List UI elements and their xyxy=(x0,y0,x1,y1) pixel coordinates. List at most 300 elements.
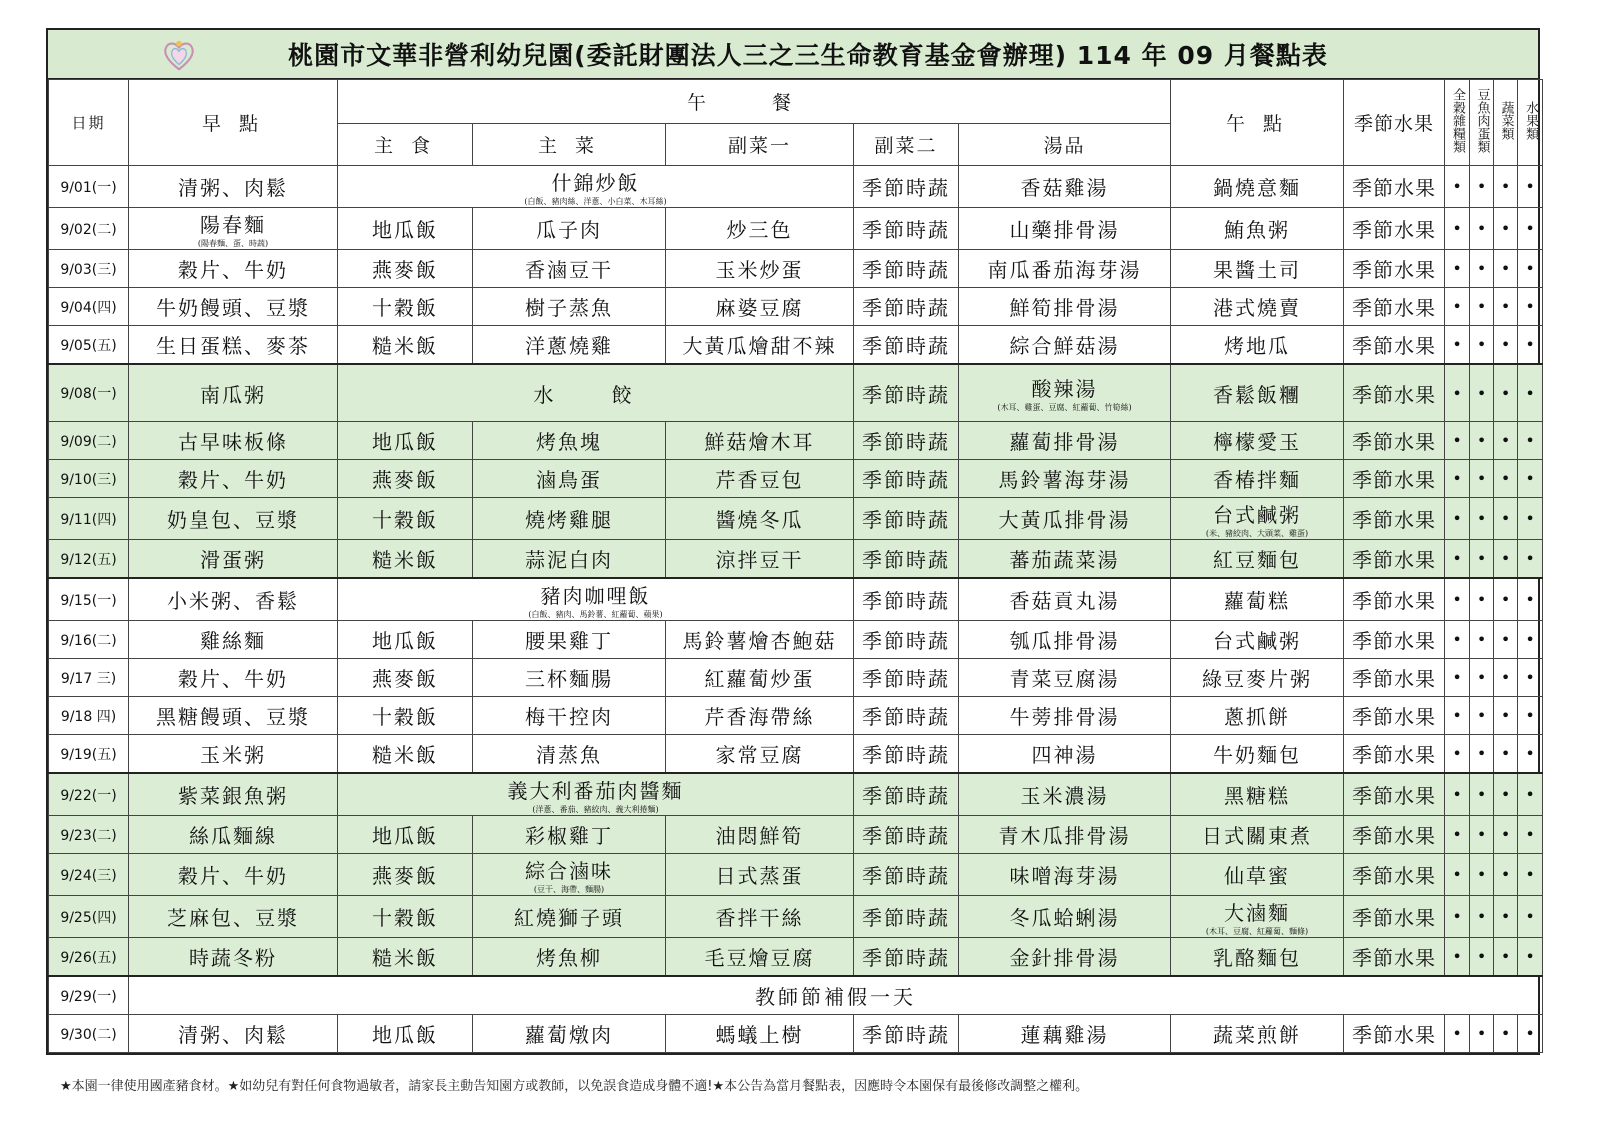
main-dish-cell xyxy=(473,854,666,896)
side-dish1-cell-text: 家常豆腐 xyxy=(715,743,804,767)
snack-cell xyxy=(1171,773,1344,816)
header-veg-label: 蔬菜類 xyxy=(1498,101,1514,140)
food-group-grains-dot: • xyxy=(1445,854,1470,896)
staple-cell-text: 地瓜飯 xyxy=(372,824,438,848)
soup-cell-text: 瓠瓜排骨湯 xyxy=(1009,629,1120,653)
date-cell xyxy=(49,364,129,422)
side-dish2-cell-text: 季節時蔬 xyxy=(862,176,950,200)
header-fruit: 季節水果 xyxy=(1344,80,1445,166)
main-dish-cell-text: 香滷豆干 xyxy=(525,258,613,282)
fruit-cell xyxy=(1344,326,1445,365)
header-grains xyxy=(1445,80,1470,166)
breakfast-cell xyxy=(129,896,338,938)
food-group-protein-dot: • xyxy=(1470,816,1494,854)
side-dish2-cell-text: 季節時蔬 xyxy=(862,743,950,767)
header-protein-label: 豆魚肉蛋類 xyxy=(1474,88,1490,153)
side-dish1-cell-text: 麻婆豆腐 xyxy=(715,296,804,320)
header-fruits-cat-label: 水果類 xyxy=(1523,101,1539,140)
soup-cell-text: 冬瓜蛤蜊湯 xyxy=(1009,906,1120,930)
soup-cell xyxy=(959,735,1171,774)
soup-cell-text: 蕃茄蔬菜湯 xyxy=(1009,548,1120,572)
snack-cell-text: 綠豆麥片粥 xyxy=(1202,667,1313,691)
combined-lunch-cell-text: 什錦炒飯 xyxy=(551,170,640,195)
side-dish2-cell xyxy=(854,288,959,326)
breakfast-cell-text: 小米粥、香鬆 xyxy=(167,589,299,613)
food-group-protein-dot: • xyxy=(1470,938,1494,977)
date-cell xyxy=(49,659,129,697)
food-group-protein-dot: • xyxy=(1470,659,1494,697)
side-dish2-cell xyxy=(854,659,959,697)
snack-cell-text: 牛奶麵包 xyxy=(1213,743,1302,767)
side-dish2-cell-text: 季節時蔬 xyxy=(862,382,950,407)
staple-cell xyxy=(338,816,473,854)
combined-lunch-cell xyxy=(338,773,854,816)
main-dish-cell-text: 梅干控肉 xyxy=(525,705,613,729)
main-dish-cell-text: 烤魚塊 xyxy=(536,430,602,454)
side-dish1-cell xyxy=(666,816,854,854)
snack-cell xyxy=(1171,498,1344,540)
snack-cell-text: 黑糖糕 xyxy=(1224,784,1291,808)
food-group-grains-dot: • xyxy=(1445,250,1470,288)
staple-cell-text: 地瓜飯 xyxy=(372,629,438,653)
table-row xyxy=(49,773,1543,816)
food-group-protein-dot: • xyxy=(1470,854,1494,896)
side-dish1-cell-text: 涼拌豆干 xyxy=(715,548,804,572)
snack-cell-ingredients: (米、豬絞肉、大頭菜、雞蛋) xyxy=(1205,528,1309,538)
date-cell xyxy=(49,896,129,938)
staple-cell-text: 地瓜飯 xyxy=(372,1023,438,1047)
table-row xyxy=(49,498,1543,540)
side-dish1-cell-text: 螞蟻上樹 xyxy=(715,1023,804,1047)
soup-cell-ingredients: (木耳、雞蛋、豆腐、紅蘿蔔、竹筍絲) xyxy=(997,403,1132,412)
soup-cell xyxy=(959,540,1171,579)
fruit-cell-text: 季節水果 xyxy=(1352,548,1437,572)
food-group-fruits-dot: • xyxy=(1518,250,1543,288)
breakfast-cell-ingredients: (陽春麵、蛋、時蔬) xyxy=(197,238,269,248)
food-group-fruits-dot: • xyxy=(1518,578,1543,621)
date-cell-text: 9/16(二) xyxy=(60,632,117,649)
staple-cell xyxy=(338,208,473,250)
staple-cell-text: 燕麥飯 xyxy=(372,667,438,691)
main-dish-cell xyxy=(473,498,666,540)
staple-cell xyxy=(338,540,473,579)
side-dish1-cell-text: 芹香豆包 xyxy=(715,468,804,492)
food-group-fruits-dot: • xyxy=(1518,422,1543,460)
side-dish1-cell xyxy=(666,854,854,896)
date-cell xyxy=(49,938,129,977)
date-cell xyxy=(49,540,129,579)
side-dish1-cell xyxy=(666,250,854,288)
breakfast-cell-text: 南瓜粥 xyxy=(200,382,266,407)
snack-cell-text: 日式關東煮 xyxy=(1202,824,1313,848)
side-dish2-cell-text: 季節時蔬 xyxy=(862,258,950,282)
snack-cell-text: 港式燒賣 xyxy=(1213,296,1302,320)
header-date: 日期 xyxy=(49,80,129,166)
staple-cell-text: 十穀飯 xyxy=(372,906,438,930)
date-cell-text: 9/19(五) xyxy=(60,746,117,763)
staple-cell-text: 地瓜飯 xyxy=(372,430,438,454)
date-cell-text: 9/10(三) xyxy=(60,471,117,488)
side-dish2-cell-text: 季節時蔬 xyxy=(862,946,950,970)
menu-sheet xyxy=(46,28,1540,1055)
food-group-grains-dot: • xyxy=(1445,659,1470,697)
snack-cell xyxy=(1171,540,1344,579)
side-dish2-cell xyxy=(854,166,959,208)
main-dish-cell-text: 燒烤雞腿 xyxy=(525,508,613,532)
food-group-veg-dot: • xyxy=(1494,166,1518,208)
fruit-cell xyxy=(1344,578,1445,621)
staple-cell-text: 燕麥飯 xyxy=(372,258,438,282)
soup-cell xyxy=(959,1015,1171,1053)
soup-cell-text: 玉米濃湯 xyxy=(1020,784,1109,808)
date-cell-text: 9/01(一) xyxy=(60,179,117,196)
fruit-cell xyxy=(1344,896,1445,938)
side-dish2-cell-text: 季節時蔬 xyxy=(862,218,950,242)
breakfast-cell xyxy=(129,422,338,460)
soup-cell xyxy=(959,621,1171,659)
table-row xyxy=(49,735,1543,774)
snack-cell-text: 台式鹹粥 xyxy=(1213,629,1302,653)
side-dish1-cell-text: 大黃瓜燴甜不辣 xyxy=(682,334,837,358)
food-group-grains-dot: • xyxy=(1445,735,1470,774)
food-group-fruits-dot: • xyxy=(1518,735,1543,774)
date-cell-text: 9/29(一) xyxy=(60,988,117,1005)
food-group-protein-dot: • xyxy=(1470,735,1494,774)
staple-cell xyxy=(338,621,473,659)
table-row xyxy=(49,208,1543,250)
breakfast-cell-text: 紫菜銀魚粥 xyxy=(178,784,288,808)
snack-cell-text: 蔥抓餅 xyxy=(1224,705,1291,729)
table-row xyxy=(49,896,1543,938)
table-row xyxy=(49,621,1543,659)
header-veg xyxy=(1494,80,1518,166)
main-dish-cell xyxy=(473,1015,666,1053)
date-cell xyxy=(49,250,129,288)
soup-cell-text: 香菇貢丸湯 xyxy=(1009,589,1120,613)
food-group-fruits-dot: • xyxy=(1518,621,1543,659)
fruit-cell-text: 季節水果 xyxy=(1352,176,1437,200)
food-group-fruits-dot: • xyxy=(1518,166,1543,208)
snack-cell xyxy=(1171,326,1344,365)
meal-table xyxy=(48,79,1543,1053)
side-dish2-cell-text: 季節時蔬 xyxy=(862,430,950,454)
breakfast-cell xyxy=(129,208,338,250)
soup-cell xyxy=(959,288,1171,326)
fruit-cell-text: 季節水果 xyxy=(1352,430,1437,454)
side-dish2-cell xyxy=(854,896,959,938)
date-cell-text: 9/25(四) xyxy=(60,909,117,926)
side-dish2-cell xyxy=(854,578,959,621)
food-group-veg-dot: • xyxy=(1494,621,1518,659)
main-dish-cell xyxy=(473,735,666,774)
table-row xyxy=(49,816,1543,854)
staple-cell-text: 十穀飯 xyxy=(372,508,438,532)
side-dish2-cell-text: 季節時蔬 xyxy=(862,629,950,653)
date-cell-text: 9/02(二) xyxy=(60,221,117,238)
soup-cell xyxy=(959,816,1171,854)
staple-cell xyxy=(338,326,473,365)
side-dish1-cell xyxy=(666,288,854,326)
date-cell xyxy=(49,697,129,735)
date-cell-text: 9/05(五) xyxy=(60,337,117,354)
soup-cell xyxy=(959,854,1171,896)
date-cell-text: 9/24(三) xyxy=(60,867,117,884)
food-group-grains-dot: • xyxy=(1445,816,1470,854)
food-group-protein-dot: • xyxy=(1470,288,1494,326)
main-dish-cell-text: 瓜子肉 xyxy=(536,218,602,242)
side-dish2-cell-text: 季節時蔬 xyxy=(862,334,950,358)
breakfast-cell-text: 絲瓜麵線 xyxy=(189,824,277,848)
side-dish2-cell xyxy=(854,460,959,498)
snack-cell xyxy=(1171,659,1344,697)
combined-lunch-cell xyxy=(338,578,854,621)
food-group-veg-dot: • xyxy=(1494,1015,1518,1053)
food-group-protein-dot: • xyxy=(1470,896,1494,938)
soup-cell xyxy=(959,896,1171,938)
breakfast-cell-text: 生日蛋糕、麥茶 xyxy=(156,334,310,358)
food-group-grains-dot: • xyxy=(1445,288,1470,326)
main-dish-cell xyxy=(473,697,666,735)
fruit-cell-text: 季節水果 xyxy=(1352,382,1437,407)
breakfast-cell-text: 穀片、牛奶 xyxy=(178,258,288,282)
breakfast-cell xyxy=(129,938,338,977)
date-cell-text: 9/26(五) xyxy=(60,949,117,966)
breakfast-cell-text: 古早味板條 xyxy=(178,430,288,454)
food-group-protein-dot: • xyxy=(1470,422,1494,460)
date-cell xyxy=(49,166,129,208)
main-dish-cell-text: 彩椒雞丁 xyxy=(525,824,613,848)
soup-cell-text: 四神湯 xyxy=(1031,743,1098,767)
fruit-cell xyxy=(1344,816,1445,854)
snack-cell-text: 烤地瓜 xyxy=(1224,334,1291,358)
soup-cell-text: 香菇雞湯 xyxy=(1020,176,1109,200)
food-group-grains-dot: • xyxy=(1445,422,1470,460)
breakfast-cell-text: 清粥、肉鬆 xyxy=(178,1023,288,1047)
snack-cell xyxy=(1171,250,1344,288)
date-cell xyxy=(49,288,129,326)
table-row xyxy=(49,578,1543,621)
soup-cell-text: 金針排骨湯 xyxy=(1009,946,1120,970)
snack-cell xyxy=(1171,578,1344,621)
soup-cell xyxy=(959,773,1171,816)
fruit-cell-text: 季節水果 xyxy=(1352,629,1437,653)
soup-cell xyxy=(959,208,1171,250)
side-dish2-cell xyxy=(854,326,959,365)
food-group-veg-dot: • xyxy=(1494,773,1518,816)
side-dish2-cell xyxy=(854,697,959,735)
food-group-grains-dot: • xyxy=(1445,460,1470,498)
food-group-veg-dot: • xyxy=(1494,938,1518,977)
main-dish-cell-text: 樹子蒸魚 xyxy=(525,296,613,320)
soup-cell-text: 綜合鮮菇湯 xyxy=(1009,334,1120,358)
breakfast-cell-text: 牛奶饅頭、豆漿 xyxy=(156,296,310,320)
date-cell-text: 9/22(一) xyxy=(60,787,117,804)
side-dish1-cell xyxy=(666,1015,854,1053)
staple-cell xyxy=(338,896,473,938)
header-main-dish: 主 菜 xyxy=(473,124,666,166)
table-row xyxy=(49,422,1543,460)
food-group-protein-dot: • xyxy=(1470,208,1494,250)
fruit-cell xyxy=(1344,938,1445,977)
snack-cell-text: 台式鹹粥 xyxy=(1213,502,1302,527)
side-dish1-cell-text: 炒三色 xyxy=(726,218,793,242)
side-dish1-cell-text: 鮮菇燴木耳 xyxy=(704,430,815,454)
combined-lunch-cell-ingredients: (白飯、豬肉、馬鈴薯、紅蘿蔔、蘋果) xyxy=(528,609,663,619)
staple-cell xyxy=(338,498,473,540)
date-cell-text: 9/09(二) xyxy=(60,433,117,450)
side-dish2-cell-text: 季節時蔬 xyxy=(862,1023,950,1047)
fruit-cell-text: 季節水果 xyxy=(1352,667,1437,691)
side-dish1-cell xyxy=(666,540,854,579)
food-group-fruits-dot: • xyxy=(1518,460,1543,498)
breakfast-cell xyxy=(129,250,338,288)
snack-cell xyxy=(1171,422,1344,460)
snack-cell-ingredients: (木耳、豆腐、紅蘿蔔、麵條) xyxy=(1205,926,1309,936)
food-group-protein-dot: • xyxy=(1470,166,1494,208)
table-row xyxy=(49,364,1543,422)
breakfast-cell xyxy=(129,326,338,365)
combined-lunch-cell-text: 水 餃 xyxy=(533,382,658,407)
side-dish2-cell-text: 季節時蔬 xyxy=(862,548,950,572)
main-dish-cell xyxy=(473,422,666,460)
snack-cell xyxy=(1171,735,1344,774)
fruit-cell xyxy=(1344,735,1445,774)
food-group-grains-dot: • xyxy=(1445,938,1470,977)
breakfast-cell-text: 雞絲麵 xyxy=(200,629,266,653)
food-group-protein-dot: • xyxy=(1470,621,1494,659)
snack-cell-text: 大滷麵 xyxy=(1224,900,1291,925)
food-group-veg-dot: • xyxy=(1494,659,1518,697)
staple-cell-text: 糙米飯 xyxy=(372,334,438,358)
snack-cell xyxy=(1171,1015,1344,1053)
date-cell xyxy=(49,208,129,250)
title-bar xyxy=(48,30,1538,79)
food-group-fruits-dot: • xyxy=(1518,1015,1543,1053)
staple-cell xyxy=(338,460,473,498)
side-dish1-cell-text: 日式蒸蛋 xyxy=(715,864,804,888)
staple-cell xyxy=(338,288,473,326)
fruit-cell-text: 季節水果 xyxy=(1352,743,1437,767)
side-dish2-cell-text: 季節時蔬 xyxy=(862,864,950,888)
food-group-veg-dot: • xyxy=(1494,896,1518,938)
fruit-cell-text: 季節水果 xyxy=(1352,296,1437,320)
fruit-cell-text: 季節水果 xyxy=(1352,218,1437,242)
side-dish1-cell-text: 芹香海帶絲 xyxy=(704,705,815,729)
food-group-veg-dot: • xyxy=(1494,854,1518,896)
date-cell-text: 9/12(五) xyxy=(60,551,117,568)
soup-cell-text: 蘿蔔排骨湯 xyxy=(1009,430,1120,454)
staple-cell-text: 燕麥飯 xyxy=(372,864,438,888)
side-dish2-cell xyxy=(854,773,959,816)
snack-cell xyxy=(1171,166,1344,208)
breakfast-cell-text: 玉米粥 xyxy=(200,743,266,767)
combined-lunch-cell xyxy=(338,166,854,208)
food-group-grains-dot: • xyxy=(1445,896,1470,938)
main-dish-cell-text: 三杯麵腸 xyxy=(525,667,613,691)
food-group-veg-dot: • xyxy=(1494,578,1518,621)
side-dish1-cell-text: 香拌干絲 xyxy=(715,906,804,930)
breakfast-cell-text: 滑蛋粥 xyxy=(200,548,266,572)
staple-cell xyxy=(338,659,473,697)
food-group-veg-dot: • xyxy=(1494,498,1518,540)
breakfast-cell xyxy=(129,364,338,422)
header-lunch: 午 餐 xyxy=(338,80,1171,124)
side-dish1-cell-text: 馬鈴薯燴杏鮑菇 xyxy=(682,629,837,653)
heart-logo-icon xyxy=(160,36,198,74)
breakfast-cell xyxy=(129,166,338,208)
breakfast-cell-text: 時蔬冬粉 xyxy=(189,946,277,970)
fruit-cell xyxy=(1344,773,1445,816)
fruit-cell xyxy=(1344,854,1445,896)
fruit-cell-text: 季節水果 xyxy=(1352,589,1437,613)
food-group-grains-dot: • xyxy=(1445,578,1470,621)
snack-cell-text: 檸檬愛玉 xyxy=(1213,430,1302,454)
side-dish1-cell xyxy=(666,208,854,250)
side-dish2-cell xyxy=(854,854,959,896)
date-cell xyxy=(49,735,129,774)
main-dish-cell-text: 洋蔥燒雞 xyxy=(525,334,613,358)
main-dish-cell xyxy=(473,540,666,579)
date-cell xyxy=(49,578,129,621)
date-cell xyxy=(49,621,129,659)
snack-cell-text: 蘿蔔糕 xyxy=(1224,589,1291,613)
date-cell-text: 9/30(二) xyxy=(60,1026,117,1043)
side-dish1-cell xyxy=(666,896,854,938)
breakfast-cell xyxy=(129,735,338,774)
fruit-cell-text: 季節水果 xyxy=(1352,864,1437,888)
staple-cell xyxy=(338,250,473,288)
food-group-veg-dot: • xyxy=(1494,422,1518,460)
header-fruits-cat xyxy=(1518,80,1543,166)
staple-cell-text: 十穀飯 xyxy=(372,705,438,729)
food-group-fruits-dot: • xyxy=(1518,288,1543,326)
food-group-veg-dot: • xyxy=(1494,460,1518,498)
food-group-grains-dot: • xyxy=(1445,540,1470,579)
side-dish1-cell xyxy=(666,326,854,365)
side-dish2-cell xyxy=(854,621,959,659)
snack-cell-text: 仙草蜜 xyxy=(1224,864,1291,888)
side-dish2-cell xyxy=(854,1015,959,1053)
staple-cell-text: 糙米飯 xyxy=(372,743,438,767)
food-group-veg-dot: • xyxy=(1494,540,1518,579)
date-cell xyxy=(49,422,129,460)
header-staple: 主 食 xyxy=(338,124,473,166)
main-dish-cell xyxy=(473,208,666,250)
food-group-protein-dot: • xyxy=(1470,697,1494,735)
staple-cell xyxy=(338,422,473,460)
breakfast-cell-text: 奶皇包、豆漿 xyxy=(167,508,299,532)
side-dish1-cell xyxy=(666,422,854,460)
side-dish1-cell xyxy=(666,659,854,697)
main-dish-cell xyxy=(473,938,666,977)
main-dish-cell xyxy=(473,326,666,365)
side-dish1-cell-text: 醬燒冬瓜 xyxy=(715,508,804,532)
snack-cell-text: 鮪魚粥 xyxy=(1224,218,1291,242)
food-group-grains-dot: • xyxy=(1445,1015,1470,1053)
staple-cell-text: 燕麥飯 xyxy=(372,468,438,492)
date-cell xyxy=(49,976,129,1015)
breakfast-cell xyxy=(129,773,338,816)
soup-cell xyxy=(959,498,1171,540)
fruit-cell-text: 季節水果 xyxy=(1352,508,1437,532)
main-dish-cell-text: 清蒸魚 xyxy=(536,743,602,767)
fruit-cell xyxy=(1344,498,1445,540)
breakfast-cell xyxy=(129,1015,338,1053)
main-dish-cell xyxy=(473,816,666,854)
table-row xyxy=(49,659,1543,697)
date-cell-text: 9/08(一) xyxy=(60,386,117,402)
combined-lunch-cell-ingredients: (洋蔥、番茄、豬絞肉、義大利捲麵) xyxy=(532,804,659,814)
